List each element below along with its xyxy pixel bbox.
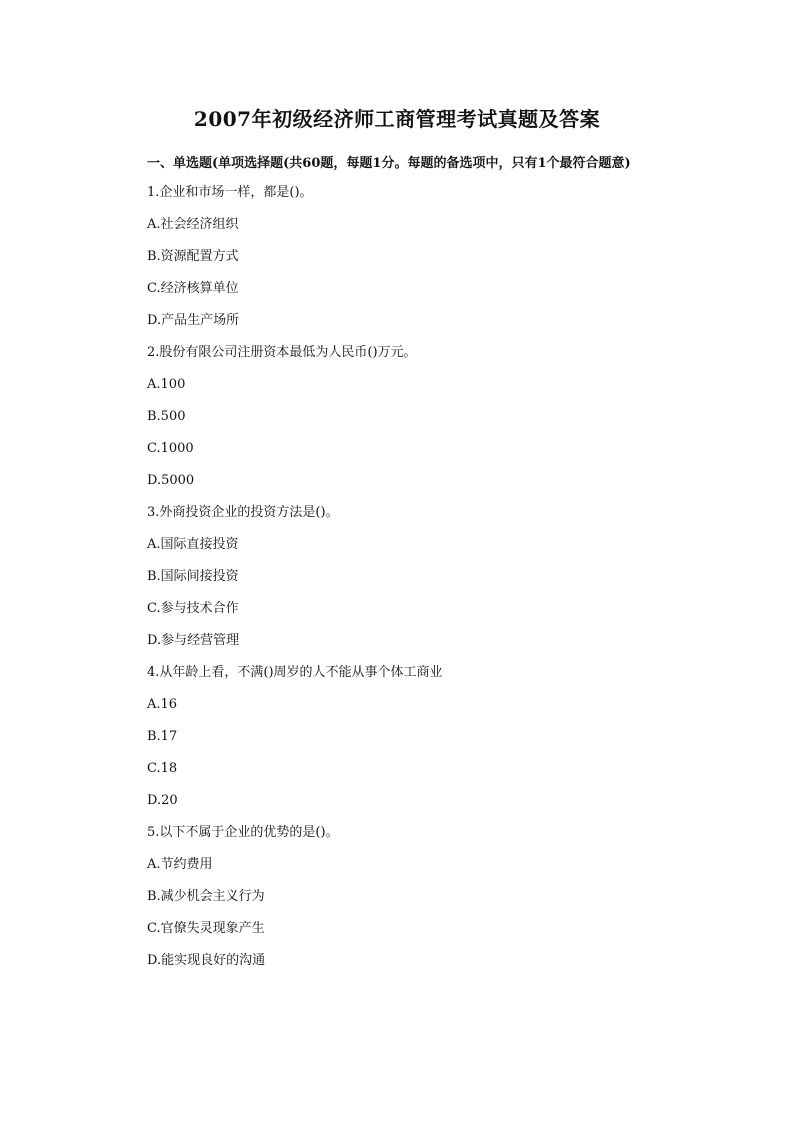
question-3-option-d: D.参与经营管理 bbox=[147, 633, 240, 648]
document-title: 2007年初级经济师工商管理考试真题及答案 bbox=[193, 107, 601, 131]
question-list bbox=[147, 182, 667, 982]
question-3-option-c: C.参与技术合作 bbox=[147, 601, 239, 616]
question-5-option-b: B.减少机会主义行为 bbox=[147, 889, 265, 904]
question-5: 5.以下不属于企业的优势的是()。 bbox=[147, 825, 339, 840]
question-4-option-a: A.16 bbox=[147, 697, 178, 712]
question-4-option-b: B.17 bbox=[147, 729, 178, 744]
question-2-option-a: A.100 bbox=[147, 377, 186, 392]
question-4-option-c: C.18 bbox=[147, 761, 178, 776]
question-1-option-b: B.资源配置方式 bbox=[147, 249, 239, 264]
question-4-option-d: D.20 bbox=[147, 793, 178, 808]
question-2: 2.股份有限公司注册资本最低为人民币()万元。 bbox=[147, 345, 417, 360]
question-5-option-c: C.官僚失灵现象产生 bbox=[147, 921, 265, 936]
question-1-option-c: C.经济核算单位 bbox=[147, 281, 239, 296]
question-2-option-c: C.1000 bbox=[147, 441, 194, 456]
question-4: 4.从年龄上看，不满()周岁的人不能从事个体工商业 bbox=[147, 665, 443, 680]
question-5-option-d: D.能实现良好的沟通 bbox=[147, 953, 266, 968]
question-3-option-a: A.国际直接投资 bbox=[147, 537, 239, 552]
question-2-option-b: B.500 bbox=[147, 409, 186, 424]
question-5-option-a: A.节约费用 bbox=[147, 857, 213, 872]
question-1: 1.企业和市场一样，都是()。 bbox=[147, 185, 313, 200]
section-heading: 一、单选题(单项选择题(共60题，每题1分。每题的备选项中，只有1个最符合题意) bbox=[147, 156, 631, 171]
question-2-option-d: D.5000 bbox=[147, 473, 195, 488]
question-3-option-b: B.国际间接投资 bbox=[147, 569, 239, 584]
question-1-option-a: A.社会经济组织 bbox=[147, 217, 239, 232]
question-3: 3.外商投资企业的投资方法是()。 bbox=[147, 505, 339, 520]
question-1-option-d: D.产品生产场所 bbox=[147, 313, 240, 328]
